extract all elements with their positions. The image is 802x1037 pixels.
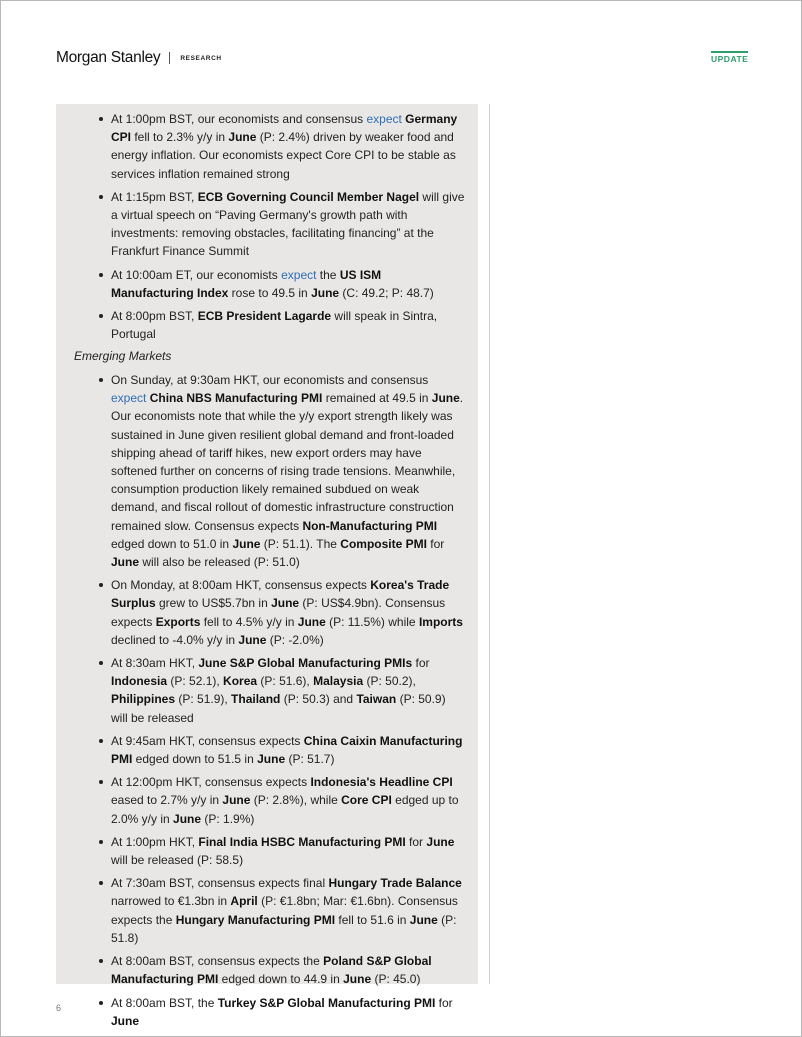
bold-term: June	[431, 391, 460, 406]
bold-term: Indonesia	[111, 674, 168, 689]
bold-term: Indonesia's Headline CPI	[310, 775, 453, 790]
text-run: will be released (P: 58.5)	[111, 853, 244, 868]
text-run: At 1:00pm HKT,	[111, 834, 199, 849]
text-run: the	[316, 267, 340, 282]
bullet-item	[99, 371, 465, 571]
text-run: for	[412, 656, 430, 671]
bold-term: US ISM Manufacturing Index	[111, 267, 382, 300]
bold-term: June S&P Global Manufacturing PMIs	[198, 656, 413, 671]
text-run: (P: 51.9),	[175, 692, 232, 707]
update-tag: UPDATE	[711, 51, 748, 64]
text-run: (P: US$4.9bn). Consensus expects	[111, 596, 446, 629]
text-run: (P: 51.1). The	[260, 536, 341, 551]
text-run: (P: 51.7)	[285, 752, 335, 767]
text-run: At 8:00pm BST,	[111, 309, 198, 324]
expect-link[interactable]: expect	[281, 267, 317, 282]
bullet-item	[99, 110, 465, 183]
text-run: edged down to 44.9 in	[218, 972, 344, 987]
report-header	[56, 48, 222, 68]
bold-term: June	[238, 632, 267, 647]
text-run: At 12:00pm HKT, consensus expects	[111, 775, 311, 790]
text-run: (P: 2.8%), while	[250, 793, 342, 808]
bold-term: June	[426, 834, 455, 849]
text-run: . Our economists note that while the y/y export strength likely was sustained in June given resilient global demand and front-loaded shipping ahead of tariff hikes, new export orders may have softened further on concerns of rising trade tensions. Meanwhile, consumption production likely remained subdued on weak demand, and fiscal rollout of domestic infrastructure construction remained slow. Consensus expects	[111, 391, 464, 533]
text-run: On Sunday, at 9:30am HKT, our economists and consensus	[111, 373, 429, 387]
text-run: edged down to 51.5 in	[132, 752, 258, 767]
bold-term: Korea	[223, 674, 258, 689]
page-number: 6	[56, 1003, 62, 1013]
bold-term: June	[232, 536, 261, 551]
bold-term: China NBS Manufacturing PMI	[149, 391, 323, 406]
header-separator	[169, 52, 170, 64]
bold-term: June	[271, 596, 300, 611]
bold-term: June	[228, 130, 257, 145]
text-run: (P: €1.8bn; Mar: €1.6bn). Consensus expects the	[111, 894, 458, 927]
bold-term: ECB President Lagarde	[197, 309, 332, 324]
text-run: (P: 52.1),	[167, 674, 224, 689]
text-run: grew to US$5.7bn in	[155, 596, 272, 611]
text-run: edged up to 2.0% y/y in	[111, 793, 459, 826]
text-run: fell to 4.5% y/y in	[200, 614, 298, 629]
bullet-item	[99, 952, 465, 988]
bullet-item	[99, 266, 465, 302]
bold-term: ECB Governing Council Member Nagel	[197, 189, 420, 204]
text-run: At 8:00am BST, the	[111, 995, 218, 1010]
bold-term: April	[230, 894, 258, 909]
text-run: At 8:30am HKT,	[111, 656, 199, 671]
text-run: At 10:00am ET, our economists	[111, 267, 282, 282]
bold-term: June	[222, 793, 251, 808]
bold-term: Core CPI	[341, 793, 392, 808]
text-run: (P: 45.0)	[371, 972, 421, 987]
text-run: declined to -4.0% y/y in	[111, 632, 239, 647]
bold-term: Taiwan	[356, 692, 397, 707]
text-run: At 1:15pm BST,	[111, 189, 198, 204]
text-run: fell to 51.6 in	[335, 912, 410, 927]
expect-link[interactable]: expect	[366, 112, 402, 126]
bold-term: Poland S&P Global Manufacturing PMI	[111, 954, 432, 987]
text-run: will speak in Sintra, Portugal	[111, 309, 438, 342]
text-run: (P: 51.6),	[257, 674, 314, 689]
developed-markets-list	[99, 110, 465, 348]
text-run: (P: 11.5%) while	[325, 614, 419, 629]
text-run: On Monday, at 8:00am HKT, consensus expects	[111, 578, 371, 593]
expect-link[interactable]: expect	[111, 391, 147, 406]
text-run: At 7:30am BST, consensus expects final	[111, 876, 329, 891]
bullet-item	[99, 576, 465, 649]
text-run: (P: 50.2),	[363, 674, 416, 689]
bold-term: Hungary Trade Balance	[328, 876, 462, 891]
bold-term: Final India HSBC Manufacturing PMI	[198, 834, 406, 849]
emerging-markets-list	[99, 371, 465, 1035]
bullet-item	[99, 874, 465, 947]
text-run: (C: 49.2; P: 48.7)	[339, 285, 434, 300]
text-run: for	[426, 536, 445, 551]
bold-term: Non-Manufacturing PMI	[302, 518, 438, 533]
text-run: for	[435, 995, 453, 1010]
bold-term: Hungary Manufacturing PMI	[175, 912, 336, 927]
bold-term: Korea's Trade Surplus	[111, 578, 450, 611]
bold-term: China Caixin Manufacturing PMI	[111, 733, 463, 767]
column-divider	[489, 104, 490, 984]
bullet-item	[99, 994, 465, 1030]
bullet-item	[99, 833, 465, 869]
bold-term: Germany CPI	[111, 112, 458, 145]
bold-term: June	[111, 555, 140, 570]
text-run: will give a virtual speech on “Paving Germany's growth path with investments: removing obstacles, facilitating financing” at the Frankfurt Finance Summit	[111, 189, 465, 259]
bold-term: Philippines	[111, 692, 176, 707]
text-run: remained at 49.5 in	[322, 391, 432, 406]
text-run: At 8:00am BST, consensus expects the	[111, 954, 324, 969]
bold-term: June	[173, 811, 202, 826]
bold-term: Thailand	[231, 692, 281, 707]
bold-term: June	[111, 1013, 140, 1028]
text-run: for	[405, 834, 427, 849]
bold-term: June	[257, 752, 286, 767]
brand-logo: Morgan Stanley	[56, 49, 161, 66]
text-run: (P: 51.8)	[111, 912, 457, 945]
bullet-item	[99, 773, 465, 828]
bold-term: June	[343, 972, 372, 987]
text-run: rose to 49.5 in	[228, 285, 312, 300]
text-run: At 9:45am HKT, consensus expects	[111, 733, 304, 748]
bold-term: June	[311, 285, 340, 300]
text-run: edged down to 51.0 in	[111, 536, 233, 551]
section-heading-emerging-markets: Emerging Markets	[74, 349, 172, 363]
bold-term: Composite PMI	[340, 536, 427, 551]
bold-term: June	[409, 912, 438, 927]
text-run: (P: 50.9) will be released	[111, 692, 446, 725]
text-run: narrowed to €1.3bn in	[111, 894, 231, 909]
bullet-item	[99, 188, 465, 261]
text-run: (P: 50.3) and	[280, 692, 357, 707]
text-run: will also be released (P: 51.0)	[139, 555, 300, 570]
section-name: RESEARCH	[180, 54, 222, 62]
bullet-item	[99, 307, 465, 343]
text-run: fell to 2.3% y/y in	[131, 130, 229, 145]
text-run: eased to 2.7% y/y in	[111, 793, 223, 808]
text-run: (P: -2.0%)	[266, 632, 324, 647]
bold-term: Malaysia	[313, 674, 364, 689]
text-run: (P: 2.4%) driven by weaker food and energy inflation. Our economists expect Core CPI to be stable as services inflation remained strong	[111, 130, 456, 181]
bold-term: Imports	[418, 614, 463, 629]
bold-term: Turkey S&P Global Manufacturing PMI	[217, 995, 436, 1010]
bold-term: Exports	[155, 614, 201, 629]
bold-term: June	[297, 614, 326, 629]
text-run: (P: 1.9%)	[201, 811, 255, 826]
text-run: At 1:00pm BST, our economists and consensus	[111, 112, 367, 126]
bullet-item	[99, 654, 465, 727]
bullet-item	[99, 732, 465, 768]
